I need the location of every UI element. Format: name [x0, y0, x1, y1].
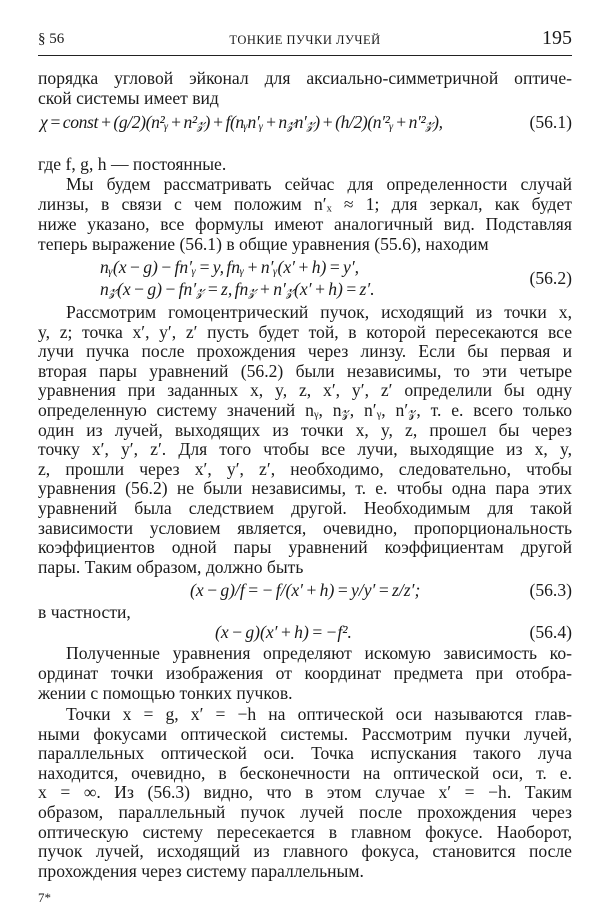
text-line: оптическую систему пересекается в главном фокусе. Наоборот,	[38, 821, 572, 842]
text-line: находится, очевидно, в бесконечности на оптической оси, т. е.	[38, 762, 572, 783]
section-number: § 56	[38, 31, 65, 47]
equation-56-2-line-2: n𝓏(x − g) − fn′𝓏 = z, fn𝓏 + n′𝓏(x′ + h) = z′.	[100, 279, 375, 299]
equation-number: (56.1)	[529, 112, 572, 132]
text-line: параллельных оптической оси. Точка испускания такого луча	[38, 743, 572, 764]
text-line: теперь выражение (56.1) в общие уравнения (55.6), находим	[38, 234, 489, 254]
text-line: Полученные уравнения определяют искомую зависимость ко-	[66, 643, 572, 663]
text-line: где f, g, h — постоянные.	[38, 154, 227, 174]
text-line: один из лучей, выходящих из точки x, y, z, прошел бы через	[38, 419, 572, 440]
text-line: ординат точки изображения от координат предмета при отобра-	[38, 663, 572, 683]
text-line: пучок лучей, исходящий из главного фокуса, становится после	[38, 841, 572, 862]
text-line: z, прошли через x′, y′, z′, необходимо, следовательно, чтобы	[38, 458, 572, 479]
text-line: y, z; точка x′, y′, z′ пусть будет той, в которой пересекаются все	[38, 321, 572, 342]
text-line: ской системы имеет вид	[38, 88, 219, 108]
text-line: точку x′, y′, z′. Для того чтобы все лучи, выходящие из x, y,	[38, 439, 572, 460]
text-line: ниже указано, все формулы имеют аналогичный вид. Подставляя	[38, 214, 572, 234]
text-line: порядка угловой эйконал для аксиально-симметричной оптиче-	[38, 68, 572, 88]
text-line: жении с помощью тонких пучков.	[38, 683, 293, 703]
signature-mark: 7*	[38, 890, 51, 905]
page-number: 195	[542, 27, 572, 49]
header-rule	[38, 55, 572, 56]
text-line: зависимости условием является, очевидно, пропорциональность	[38, 517, 572, 538]
equation-number: (56.3)	[529, 580, 572, 600]
text-line: прохождения через систему параллельным.	[38, 860, 364, 881]
equation-56-1: χ = const + (g/2)(n²ᵧ + n²𝓏) + f(nᵧn′ᵧ + n𝓏n′𝓏) + (h/2)(n′²ᵧ + n′²𝓏),	[40, 112, 443, 132]
text-line: уравнения при заданных x, y, z, x′, y′, z′ определили бы одну	[38, 380, 572, 401]
text-line: ными фокусами оптической системы. Рассмотрим пучки лучей,	[38, 723, 572, 744]
running-header	[38, 26, 572, 50]
text-line: x = ∞. Из (56.3) видно, что в этом случае x′ = −h. Таким	[38, 782, 572, 803]
text-line: Мы будем рассматривать сейчас для определенности случай	[66, 174, 572, 194]
text-line: коэффициентов одной пары уравнений коэффициентам другой	[38, 537, 572, 558]
text-line: определенную систему значений nᵧ, n𝓏, n′ᵧ, n′𝓏, т. е. всего только	[38, 400, 572, 420]
text-line: лучи пучка после прохождения через линзу. Если бы первая и	[38, 341, 572, 362]
text-line: уравнения (56.2) не были независимы, т. е. чтобы одна пара этих	[38, 478, 572, 499]
text-line: вторая пары уравнений (56.2) были независимы, то эти четыре	[38, 360, 572, 381]
text-line: пары. Таким образом, должно быть	[38, 556, 304, 577]
text-line: Рассмотрим гомоцентрический пучок, исходящий из точки x,	[66, 302, 572, 322]
equation-number: (56.4)	[529, 622, 572, 642]
text-line: в частности,	[38, 602, 131, 622]
text-line: образом, параллельный пучок лучей после прохождения через	[38, 802, 572, 822]
text-line: линзы, в связи с чем положим n′ₓ ≈ 1; для зеркал, как будет	[38, 194, 572, 214]
equation-56-3: (x − g)/f = − f/(x′ + h) = y/y′ = z/z′;	[190, 580, 421, 600]
equation-56-4: (x − g)(x′ + h) = −f².	[215, 622, 352, 642]
text-line: уравнений была следствием другой. Необходимым для такой	[38, 498, 572, 518]
text-line: Точки x = g, x′ = −h на оптической оси называются глав-	[66, 704, 572, 724]
equation-56-2-line-1: nᵧ(x − g) − fn′ᵧ = y, fnᵧ + n′ᵧ(x′ + h) = y′,	[100, 257, 360, 277]
running-title: ТОНКИЕ ПУЧКИ ЛУЧЕЙ	[229, 33, 381, 47]
equation-number: (56.2)	[529, 268, 572, 288]
